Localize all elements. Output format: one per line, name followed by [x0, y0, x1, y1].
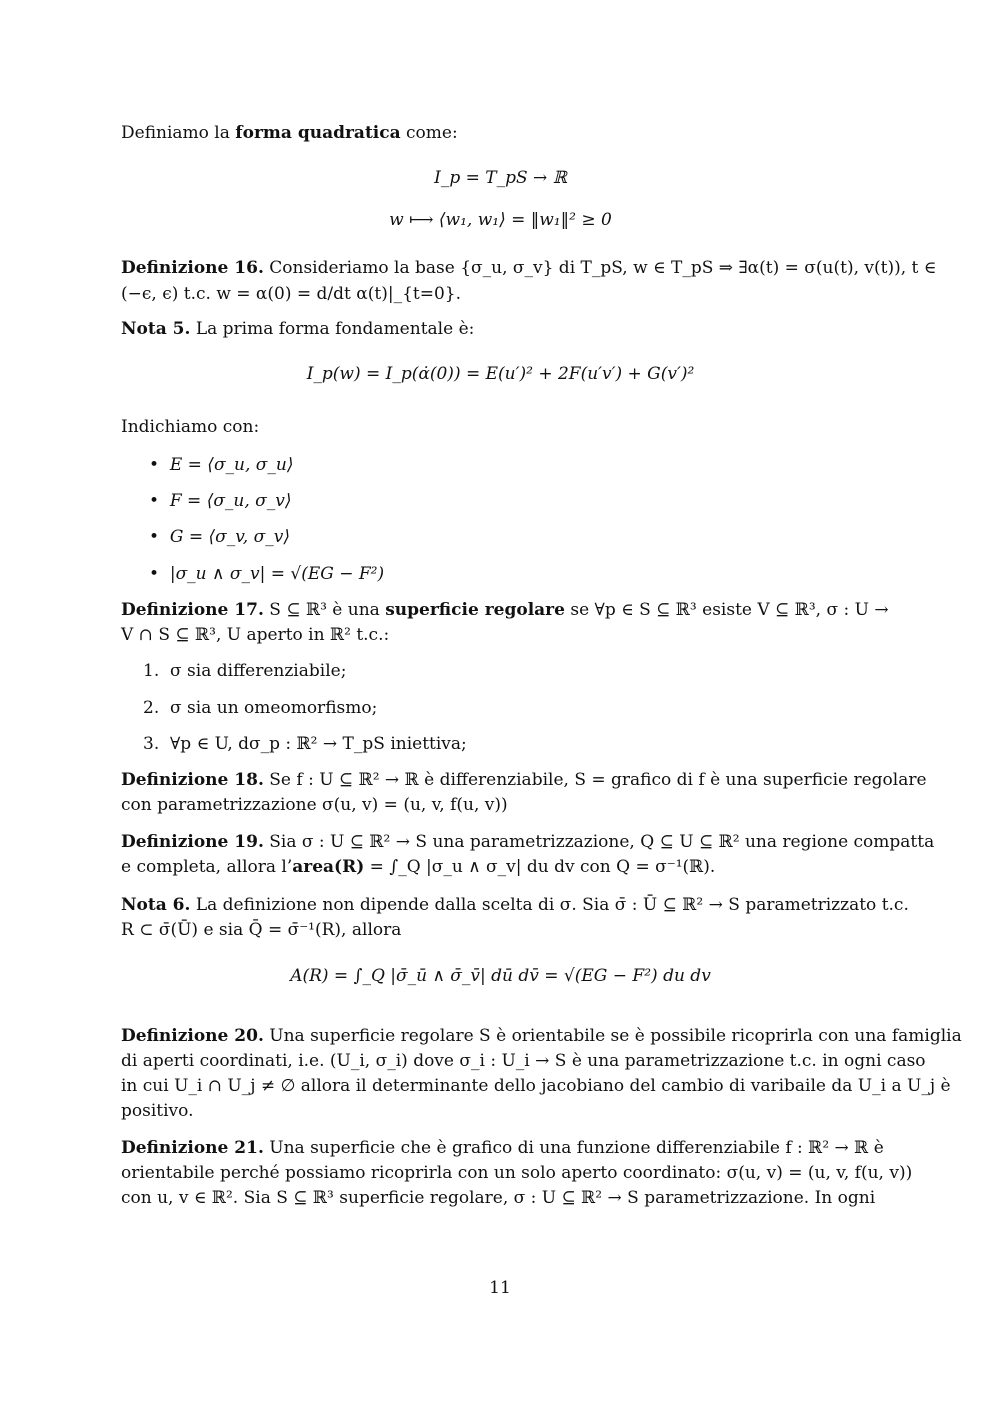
nota-5-text: La prima forma fondamentale è:	[195, 319, 475, 339]
indichiamo-text: Indichiamo con:	[121, 417, 260, 437]
definition-20-line-3: in cui U_i ∩ U_j ≠ ∅ allora il determinante dello jacobiano del cambio di varibaile da U_i a U_j è	[121, 1076, 951, 1096]
definition-17-bold-term: superficie regolare	[385, 600, 565, 620]
definition-16-line-1	[121, 257, 936, 279]
definition-16-label: Definizione 16.	[121, 258, 264, 278]
definition-19-line-1: Definizione 19. Sia σ : U ⊆ ℝ² → S una parametrizzazione, Q ⊆ U ⊆ ℝ² una regione compatta	[121, 832, 935, 852]
definition-18-label: Definizione 18.	[121, 770, 264, 790]
definition-19-bold-term: area(R)	[292, 857, 365, 877]
bullet-item-e: • E = ⟨σ_u, σ_u⟩	[149, 455, 294, 475]
enum-item-3: 3. ∀p ∈ U, dσ_p : ℝ² → T_pS iniettiva;	[143, 734, 467, 754]
definition-18-line-1: Definizione 18. Se f : U ⊆ ℝ² → ℝ è differenziabile, S = grafico di f è una superficie regolare	[121, 770, 927, 790]
nota-6-label: Nota 6.	[121, 895, 191, 915]
equation-quadratic-form-1: I_p = T_pS → ℝ	[434, 168, 567, 188]
definition-17-line-2: V ∩ S ⊆ ℝ³, U aperto in ℝ² t.c.:	[121, 625, 390, 645]
definition-21-label: Definizione 21.	[121, 1138, 264, 1158]
nota-5	[121, 318, 474, 340]
equation-area: A(R) = ∫_Q |σ̄_ū ∧ σ̄_v̄| dū dv̄ = √(EG − F²) du dv	[290, 966, 711, 986]
equation-quadratic-form-2: w ⟼ ⟨w₁, w₁⟩ = ‖w₁‖² ≥ 0	[389, 210, 612, 230]
definition-21-line-3: con u, v ∈ ℝ². Sia S ⊆ ℝ³ superficie regolare, σ : U ⊆ ℝ² → S parametrizzazione. In ogni	[121, 1188, 876, 1208]
nota-6-line-2: R ⊂ σ̄(Ū) e sia Q̄ = σ̄⁻¹(R), allora	[121, 920, 402, 940]
definition-17-line-1: Definizione 17. S ⊆ ℝ³ è una superficie regolare se ∀p ∈ S ⊆ ℝ³ esiste V ⊆ ℝ³, σ : U →	[121, 600, 889, 620]
definition-20-label: Definizione 20.	[121, 1026, 264, 1046]
page-number: 11	[489, 1278, 511, 1298]
definition-21-line-1: Definizione 21. Una superficie che è grafico di una funzione differenziabile f : ℝ² → ℝ è	[121, 1138, 884, 1158]
intro-bold-term: forma quadratica	[235, 123, 401, 143]
enum-item-1: 1. σ sia differenziabile;	[143, 661, 347, 681]
nota-5-label: Nota 5.	[121, 319, 191, 339]
intro-tail: come:	[400, 123, 458, 143]
equation-first-fundamental-form: I_p(w) = I_p(α̇(0)) = E(u′)² + 2F(u′v′) + G(v′)²	[306, 364, 695, 384]
enum-item-2: 2. σ sia un omeomorfismo;	[143, 698, 378, 718]
definition-18-line-2: con parametrizzazione σ(u, v) = (u, v, f(u, v))	[121, 795, 508, 815]
bullet-item-norm: • |σ_u ∧ σ_v| = √(EG − F²)	[149, 564, 385, 584]
definition-16-line-2: (−ϵ, ϵ) t.c. w = α(0) = d/dt α(t)|_{t=0}.	[121, 284, 461, 304]
nota-6-line-1: Nota 6. La definizione non dipende dalla scelta di σ. Sia σ̄ : Ū ⊆ ℝ² → S parametrizzato t.c.	[121, 895, 909, 915]
definition-16-text-1: Consideriamo la base {σ_u, σ_v} di T_pS, w ∈ T_pS ⇒ ∃α(t) = σ(u(t), v(t)), t ∈	[269, 258, 937, 278]
definition-17-label: Definizione 17.	[121, 600, 264, 620]
bullet-item-g: • G = ⟨σ_v, σ_v⟩	[149, 527, 290, 547]
definition-20-line-2: di aperti coordinati, i.e. (U_i, σ_i) dove σ_i : U_i → S è una parametrizzazione t.c. in ogni caso	[121, 1051, 926, 1071]
intro-lead: Definiamo la	[121, 123, 236, 143]
definition-19-line-2: e completa, allora l’area(R) = ∫_Q |σ_u ∧ σ_v| du dv con Q = σ⁻¹(ℝ).	[121, 857, 716, 877]
intro-paragraph	[121, 122, 458, 144]
definition-19-label: Definizione 19.	[121, 832, 264, 852]
definition-21-line-2: orientabile perché possiamo ricoprirla con un solo aperto coordinato: σ(u, v) = (u, v, f(u, v))	[121, 1163, 913, 1183]
definition-20-line-4: positivo.	[121, 1101, 194, 1121]
definition-20-line-1: Definizione 20. Una superficie regolare S è orientabile se è possibile ricoprirla con una famiglia	[121, 1026, 962, 1046]
bullet-item-f: • F = ⟨σ_u, σ_v⟩	[149, 491, 292, 511]
